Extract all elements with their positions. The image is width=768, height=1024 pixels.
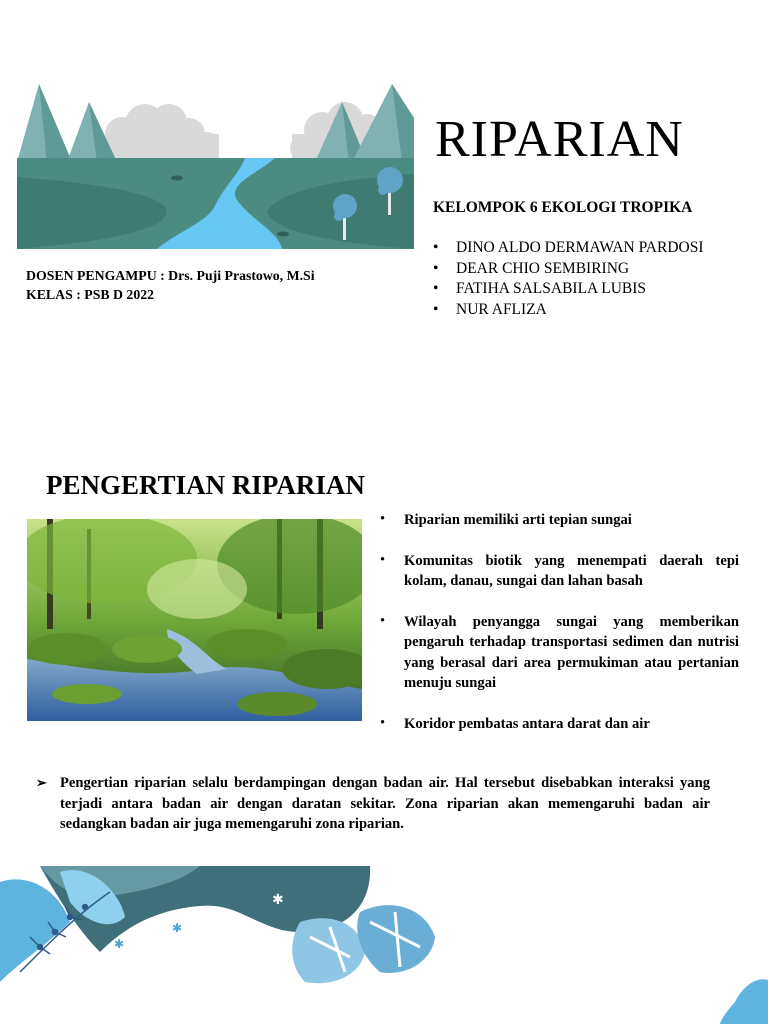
note-text: Pengertian riparian selalu berdampingan dengan badan air. Hal tersebut disebabkan interaksi yang terjadi antara badan air dengan daratan sekitar. Zona riparian akan memengaruhi badan air sedangkan badan air juga memengaruhi zona riparian. [60,775,710,832]
river-forest-photo [27,519,362,721]
sparkle-icon: ✱ [172,921,183,935]
sparkle-icon: ✱ [114,937,125,951]
member-item: • DINO ALDO DERMAWAN PARDOSI [433,238,704,259]
member-item: • NUR AFLIZA [433,300,704,321]
mountains-left [17,84,117,162]
note-paragraph [36,773,710,835]
lecturer-info [26,266,315,304]
lecturer-name: DOSEN PENGAMPU : Drs. Puji Prastowo, M.Si [26,268,315,283]
group-name: KELOMPOK 6 EKOLOGI TROPIKA [433,199,693,216]
class-name: KELAS : PSB D 2022 [26,287,155,302]
sparkle-icon: ✱ [272,893,284,908]
member-list [433,238,704,321]
definition-item: • Komunitas biotik yang menempati daerah tepi kolam, danau, sungai dan lahan basah [380,551,739,592]
definition-list [380,510,739,754]
landscape-illustration [17,82,414,249]
definition-item: • Riparian memiliki arti tepian sungai [380,510,739,531]
leaf-right-icon [720,979,768,1024]
decorative-footer [0,862,768,1024]
section-title: PENGERTIAN RIPARIAN [46,470,365,500]
member-item: • FATIHA SALSABILA LUBIS [433,279,704,300]
definition-item: • Koridor pembatas antara darat dan air [380,714,739,735]
cloud-left [105,104,219,164]
member-item: • DEAR CHIO SEMBIRING [433,259,704,280]
arrow-bullet-icon: ➢ [36,775,47,790]
slide-title: RIPARIAN [435,111,684,168]
definition-item: • Wilayah penyangga sungai yang memberikan pengaruh terhadap transportasi sedimen dan nutrisi yang berasal dari area permukiman atau pertanian menuju sungai [380,612,739,694]
